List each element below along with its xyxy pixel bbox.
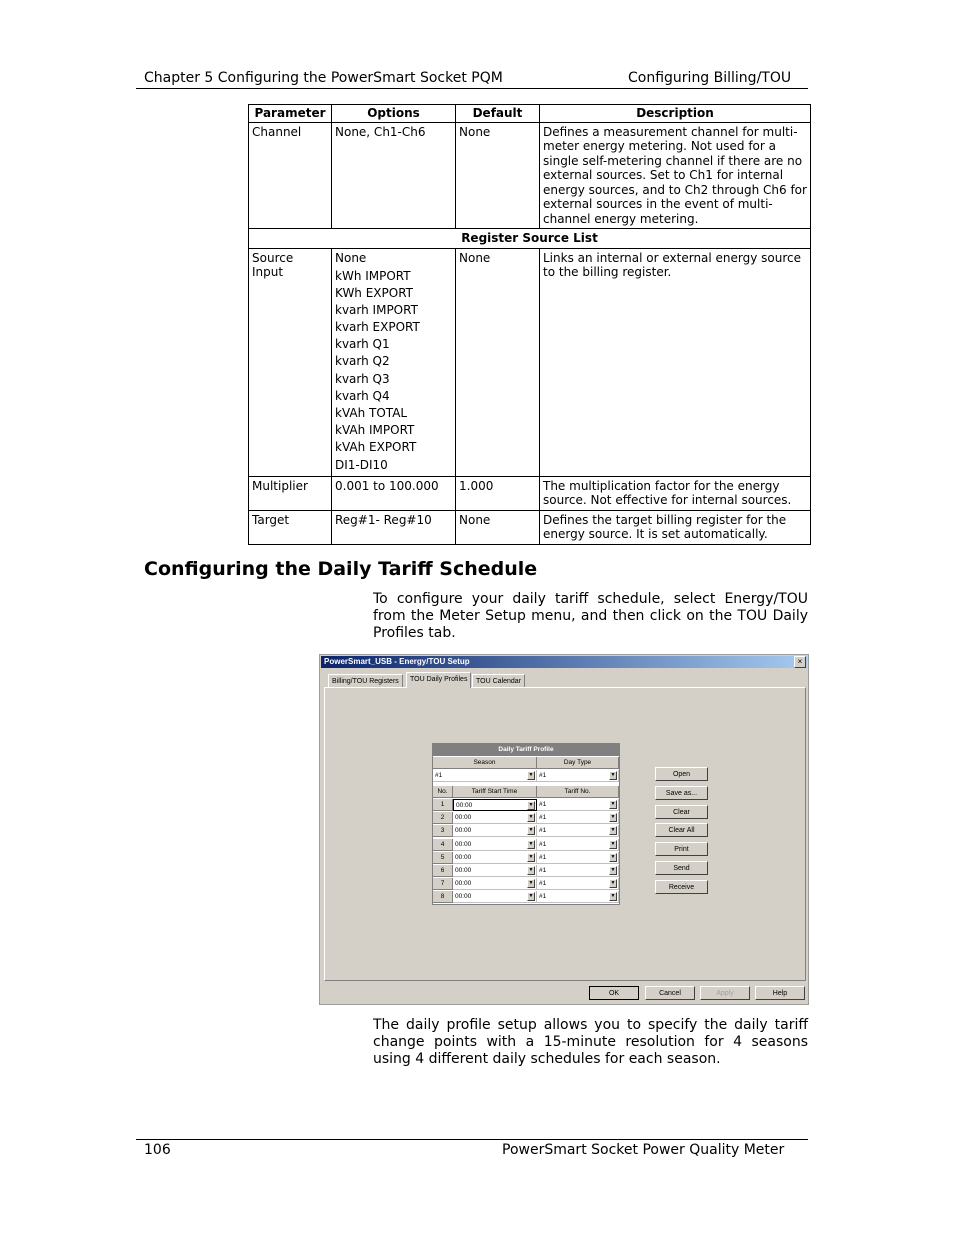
clear-all-button-label: Clear All xyxy=(668,827,695,834)
page-number: 106 xyxy=(144,1142,171,1158)
outro-paragraph: The daily profile setup allows you to specify the daily tariff change points with a 15-minute resolution for 4 seasons using 4 different daily schedules for each season. xyxy=(373,1017,808,1067)
daytype-select[interactable] xyxy=(537,770,619,782)
cell-default: None xyxy=(456,122,540,229)
cancel-button-label: Cancel xyxy=(659,990,681,997)
chevron-down-icon[interactable]: ▼ xyxy=(610,880,616,887)
tariff-no-select[interactable] xyxy=(537,812,619,824)
tariff-start-time-select[interactable] xyxy=(453,799,537,811)
season-value: #1 xyxy=(435,772,443,779)
clear-button[interactable] xyxy=(655,805,708,819)
receive-button-label: Receive xyxy=(668,884,695,891)
option-item: KWh EXPORT xyxy=(335,285,414,300)
option-item: kvarh Q4 xyxy=(335,388,390,403)
table-section-row xyxy=(249,229,811,249)
table-row xyxy=(249,122,811,229)
tariff-no-value: #1 xyxy=(539,867,547,874)
dialog-title: PowerSmart_USB - Energy/TOU Setup xyxy=(324,657,470,666)
cell-options: 0.001 to 100.000 xyxy=(332,476,456,510)
chevron-down-icon[interactable]: ▼ xyxy=(610,893,616,900)
table-header-row xyxy=(249,105,811,123)
row-number: 7 xyxy=(433,878,453,890)
option-item: kWh IMPORT xyxy=(335,268,411,283)
cancel-button[interactable] xyxy=(645,986,695,1000)
no-header: No. xyxy=(433,786,453,798)
tariff-no-value: #1 xyxy=(539,880,547,888)
start-time-value: 00:00 xyxy=(455,840,472,848)
col-header-default: Default xyxy=(456,105,540,123)
tariff-start-time-select[interactable] xyxy=(453,865,537,877)
clear-button-label: Clear xyxy=(673,809,690,816)
send-button-label: Send xyxy=(673,865,690,872)
chevron-down-icon[interactable]: ▼ xyxy=(610,840,616,847)
row-number: 2 xyxy=(433,812,453,824)
ok-button-label: OK xyxy=(608,990,620,997)
tariff-no-header: Tariff No. xyxy=(537,786,619,798)
option-item: kVAh EXPORT xyxy=(335,440,417,455)
chevron-down-icon[interactable]: ▼ xyxy=(528,893,534,900)
tariff-no-select[interactable] xyxy=(537,852,619,864)
open-button[interactable] xyxy=(655,767,708,781)
tariff-no-value: #1 xyxy=(539,853,547,861)
table-row xyxy=(249,510,811,544)
tariff-no-select[interactable] xyxy=(537,891,619,903)
option-item: kvarh EXPORT xyxy=(335,320,420,335)
col-header-parameter: Parameter xyxy=(249,105,332,123)
tariff-start-time-select[interactable] xyxy=(453,891,537,903)
chevron-down-icon[interactable]: ▼ xyxy=(528,840,534,847)
tariff-start-time-select[interactable] xyxy=(453,852,537,864)
apply-button-label: Apply xyxy=(716,990,734,997)
cell-parameter: Multiplier xyxy=(249,476,332,510)
row-number: 5 xyxy=(433,852,453,864)
season-header: Season xyxy=(433,757,537,769)
start-time-value: 00:00 xyxy=(455,893,472,901)
help-button-label: Help xyxy=(772,990,788,997)
chevron-down-icon[interactable]: ▼ xyxy=(610,814,616,821)
start-time-value: 00:00 xyxy=(455,853,472,861)
daytype-value: #1 xyxy=(539,772,547,779)
chevron-down-icon[interactable]: ▼ xyxy=(610,853,616,860)
tariff-start-time-select[interactable] xyxy=(453,812,537,824)
print-button[interactable] xyxy=(655,842,708,856)
footer-rule xyxy=(136,1139,808,1140)
cell-description: Defines the target billing register for the energy source. It is set automatically. xyxy=(540,510,811,544)
start-time-value: 00:00 xyxy=(455,814,472,822)
footer-title: PowerSmart Socket Power Quality Meter xyxy=(502,1142,785,1158)
option-item: kVAh IMPORT xyxy=(335,423,415,438)
cell-options: Reg#1- Reg#10 xyxy=(332,510,456,544)
option-item: kvarh Q3 xyxy=(335,371,390,386)
col-header-description: Description xyxy=(540,105,811,123)
print-button-label: Print xyxy=(674,846,689,853)
intro-paragraph: To configure your daily tariff schedule, select Energy/TOU from the Meter Setup menu, and then click on the TOU Daily Profiles tab. xyxy=(373,591,808,641)
chevron-down-icon[interactable]: ▼ xyxy=(610,827,616,834)
chevron-down-icon[interactable]: ▼ xyxy=(528,880,534,887)
cell-description: Defines a measurement channel for multi-meter energy metering. Not used for a single self-metering channel if there are no external sources. Set to Ch1 for internal energy sources, and to Ch2 through Ch6 for external sources in the event of multi-channel energy metering. xyxy=(540,122,811,229)
chevron-down-icon[interactable]: ▼ xyxy=(528,853,534,860)
table-row xyxy=(249,248,811,476)
help-button[interactable] xyxy=(755,986,805,1000)
send-button[interactable] xyxy=(655,861,708,875)
start-time-value: 00:00 xyxy=(455,880,472,888)
option-item: kvarh Q1 xyxy=(335,337,390,352)
save-as-button[interactable] xyxy=(655,786,708,800)
row-number: 1 xyxy=(433,799,453,811)
header-chapter: Chapter 5 Configuring the PowerSmart Socket PQM xyxy=(144,70,503,86)
tariff-start-time-select[interactable] xyxy=(453,839,537,851)
tariff-start-time-select[interactable] xyxy=(453,825,537,837)
daytype-header: Day Type xyxy=(537,757,619,769)
option-item: kvarh IMPORT xyxy=(335,302,418,317)
tariff-no-value: #1 xyxy=(539,801,547,808)
tariff-no-value: #1 xyxy=(539,893,547,901)
tab-billing-tou-registers[interactable]: Billing/TOU Registers xyxy=(328,674,403,688)
cell-parameter: Source Input xyxy=(249,248,332,476)
header-rule xyxy=(136,88,808,89)
start-time-header: Tariff Start Time xyxy=(453,786,537,798)
save-as-button-label: Save as... xyxy=(665,790,698,797)
option-item: None xyxy=(335,250,367,265)
tariff-no-select[interactable] xyxy=(537,825,619,837)
start-time-value: 00:00 xyxy=(456,802,473,809)
table-row xyxy=(249,476,811,510)
ok-button[interactable] xyxy=(589,986,639,1000)
open-button-label: Open xyxy=(672,771,691,778)
tariff-no-value: #1 xyxy=(539,840,547,848)
cell-parameter: Channel xyxy=(249,122,332,229)
parameter-table xyxy=(248,104,811,545)
chevron-down-icon[interactable]: ▼ xyxy=(528,772,534,778)
cell-description: The multiplication factor for the energy source. Not effective for internal sources. xyxy=(540,476,811,510)
tariff-no-select[interactable] xyxy=(537,865,619,877)
daily-tariff-profile-grid xyxy=(432,743,620,905)
chevron-down-icon[interactable]: ▼ xyxy=(528,802,534,808)
start-time-value: 00:00 xyxy=(455,827,472,835)
cell-parameter: Target xyxy=(249,510,332,544)
cell-options: None, Ch1-Ch6 xyxy=(332,122,456,229)
row-number: 4 xyxy=(433,839,453,851)
header-section: Configuring Billing/TOU xyxy=(628,70,792,86)
cell-description: Links an internal or external energy source to the billing register. xyxy=(540,248,811,476)
row-number: 3 xyxy=(433,825,453,837)
tab-tou-daily-profiles[interactable]: TOU Daily Profiles xyxy=(406,672,471,688)
chevron-down-icon[interactable]: ▼ xyxy=(528,827,534,834)
apply-button[interactable] xyxy=(700,986,750,1000)
tab-tou-calendar[interactable]: TOU Calendar xyxy=(472,674,525,688)
clear-all-button[interactable] xyxy=(655,823,708,837)
row-number: 8 xyxy=(433,891,453,903)
tariff-no-select[interactable] xyxy=(537,839,619,851)
section-label: Register Source List xyxy=(249,229,811,249)
col-header-options: Options xyxy=(332,105,456,123)
section-title: Configuring the Daily Tariff Schedule xyxy=(144,558,538,580)
row-number: 6 xyxy=(433,865,453,877)
tariff-no-value: #1 xyxy=(539,827,547,835)
cell-default: None xyxy=(456,510,540,544)
tariff-no-value: #1 xyxy=(539,814,547,822)
dialog-title-bar xyxy=(321,656,807,668)
receive-button[interactable] xyxy=(655,880,708,894)
tariff-start-time-select[interactable] xyxy=(453,878,537,890)
chevron-down-icon[interactable]: ▼ xyxy=(528,867,534,873)
season-select[interactable] xyxy=(433,770,537,782)
chevron-down-icon[interactable]: ▼ xyxy=(610,772,616,778)
start-time-value: 00:00 xyxy=(455,867,472,874)
tariff-no-select[interactable] xyxy=(537,878,619,890)
grid-title: Daily Tariff Profile xyxy=(433,744,619,756)
chevron-down-icon[interactable]: ▼ xyxy=(528,814,534,821)
option-item: kvarh Q2 xyxy=(335,354,390,369)
close-icon[interactable]: × xyxy=(794,656,806,668)
cell-default: None xyxy=(456,248,540,476)
chevron-down-icon[interactable]: ▼ xyxy=(610,801,616,807)
cell-options-list xyxy=(332,248,456,476)
option-item: DI1-DI10 xyxy=(335,457,388,472)
tariff-no-select[interactable] xyxy=(537,799,619,811)
cell-default: 1.000 xyxy=(456,476,540,510)
option-item: kVAh TOTAL xyxy=(335,406,408,420)
chevron-down-icon[interactable]: ▼ xyxy=(610,867,616,873)
